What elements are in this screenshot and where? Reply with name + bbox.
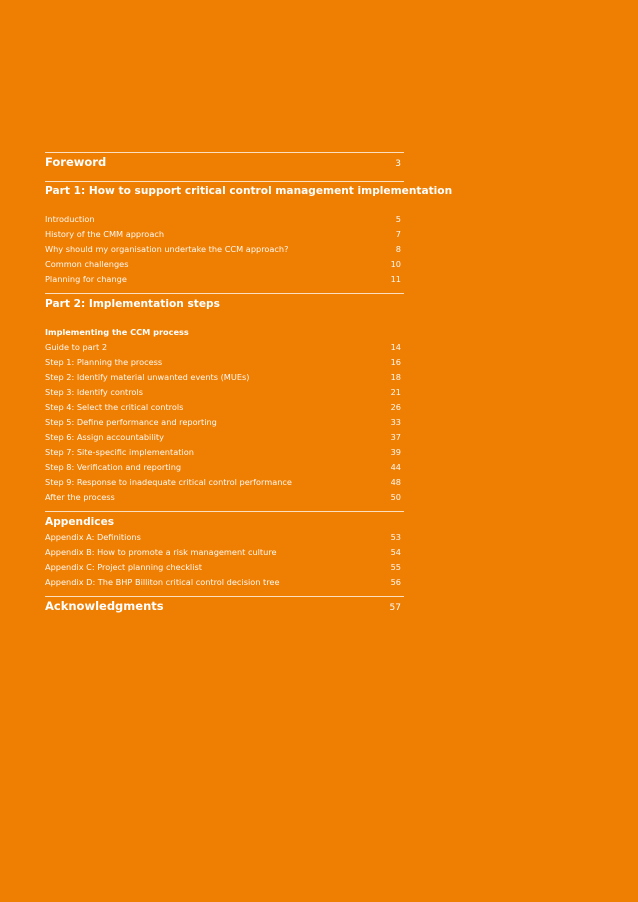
toc-entry[interactable] <box>45 385 404 400</box>
toc-entry[interactable] <box>45 242 404 257</box>
toc-entry[interactable] <box>45 272 404 287</box>
toc-entry-page: 54 <box>390 547 401 557</box>
toc-entry-page: 21 <box>390 387 401 397</box>
toc-entry[interactable] <box>45 227 404 242</box>
toc-entry-label: Step 6: Assign accountability <box>45 432 164 442</box>
toc-acknowledgments-page: 57 <box>389 603 401 613</box>
toc-entry-page: 56 <box>390 577 401 587</box>
toc-entry-page: 26 <box>390 402 401 412</box>
toc-entry-page: 14 <box>390 342 401 352</box>
divider <box>45 596 404 597</box>
toc-entry[interactable] <box>45 212 404 227</box>
toc-entry-page: 50 <box>390 492 401 502</box>
toc-entry-label: Appendix B: How to promote a risk management culture <box>45 547 277 557</box>
toc-entry-label: Guide to part 2 <box>45 342 108 352</box>
toc-entry-label: Appendix C: Project planning checklist <box>45 562 202 572</box>
toc-subheading-label: Implementing the CCM process <box>45 327 189 337</box>
toc-appendices-title-label: Appendices <box>45 516 115 528</box>
toc-entry-page: 18 <box>390 372 401 382</box>
toc-entry[interactable] <box>45 475 404 490</box>
toc-foreword-page: 3 <box>395 159 401 169</box>
toc-entry-label: Common challenges <box>45 259 129 269</box>
toc-entry-label: Appendix D: The BHP Billiton critical control decision tree <box>45 577 280 587</box>
divider <box>45 293 404 294</box>
toc-acknowledgments[interactable] <box>45 598 404 614</box>
toc-part2-title[interactable] <box>45 296 404 312</box>
toc-entry-label: Why should my organisation undertake the CCM approach? <box>45 244 289 254</box>
toc-entry-page: 5 <box>395 214 401 224</box>
toc-entry[interactable] <box>45 355 404 370</box>
toc-entry-label: History of the CMM approach <box>45 229 165 239</box>
toc-entry-label: Step 4: Select the critical controls <box>45 402 184 412</box>
toc-entry[interactable] <box>45 430 404 445</box>
toc-foreword-label: Foreword <box>45 155 107 169</box>
toc-entry[interactable] <box>45 257 404 272</box>
toc-entry-page: 48 <box>390 477 401 487</box>
toc-entry-label: Step 7: Site-specific implementation <box>45 447 194 457</box>
toc-entry-page: 39 <box>390 447 401 457</box>
toc-entry-page: 16 <box>390 357 401 367</box>
toc-entry-page: 37 <box>390 432 401 442</box>
toc-entry-label: Step 1: Planning the process <box>45 357 163 367</box>
toc-entry-page: 53 <box>390 532 401 542</box>
toc-entry-page: 10 <box>390 259 401 269</box>
toc-entry[interactable] <box>45 490 404 505</box>
toc-entry[interactable] <box>45 530 404 545</box>
toc-part1-title[interactable] <box>45 183 453 199</box>
toc-entry-page: 11 <box>390 274 401 284</box>
toc-entry-page: 44 <box>390 462 401 472</box>
toc-entry-label: Step 9: Response to inadequate critical control performance <box>45 477 292 487</box>
toc-entry-label: Step 8: Verification and reporting <box>45 462 182 472</box>
toc-entry-label: Step 3: Identify controls <box>45 387 143 397</box>
toc-entry-label: Appendix A: Definitions <box>45 532 141 542</box>
toc-entry[interactable] <box>45 575 404 590</box>
divider <box>45 152 404 153</box>
toc-entry[interactable] <box>45 370 404 385</box>
toc-entry[interactable] <box>45 560 404 575</box>
toc-foreword[interactable] <box>45 154 404 170</box>
toc-entry[interactable] <box>45 445 404 460</box>
toc-entry-page: 55 <box>390 562 401 572</box>
toc-part1-title-label: Part 1: How to support critical control management implementation <box>45 185 453 197</box>
toc-entry-page: 8 <box>395 244 401 254</box>
toc-entry-label: Introduction <box>45 214 95 224</box>
divider <box>45 511 404 512</box>
toc-entry-label: Step 2: Identify material unwanted events (MUEs) <box>45 372 250 382</box>
table-of-contents <box>45 152 453 614</box>
toc-appendices-title[interactable] <box>45 514 404 530</box>
toc-entry-page: 7 <box>395 229 401 239</box>
toc-part2-title-label: Part 2: Implementation steps <box>45 298 220 310</box>
toc-entry[interactable] <box>45 340 404 355</box>
toc-entry-label: After the process <box>45 492 115 502</box>
toc-part2-subheading <box>45 325 404 340</box>
toc-acknowledgments-label: Acknowledgments <box>45 599 164 613</box>
toc-entry[interactable] <box>45 545 404 560</box>
toc-entry-label: Step 5: Define performance and reporting <box>45 417 217 427</box>
toc-entry[interactable] <box>45 400 404 415</box>
toc-entry-label: Planning for change <box>45 274 127 284</box>
toc-entry-page: 33 <box>390 417 401 427</box>
divider <box>45 181 404 182</box>
toc-entry[interactable] <box>45 415 404 430</box>
toc-entry[interactable] <box>45 460 404 475</box>
